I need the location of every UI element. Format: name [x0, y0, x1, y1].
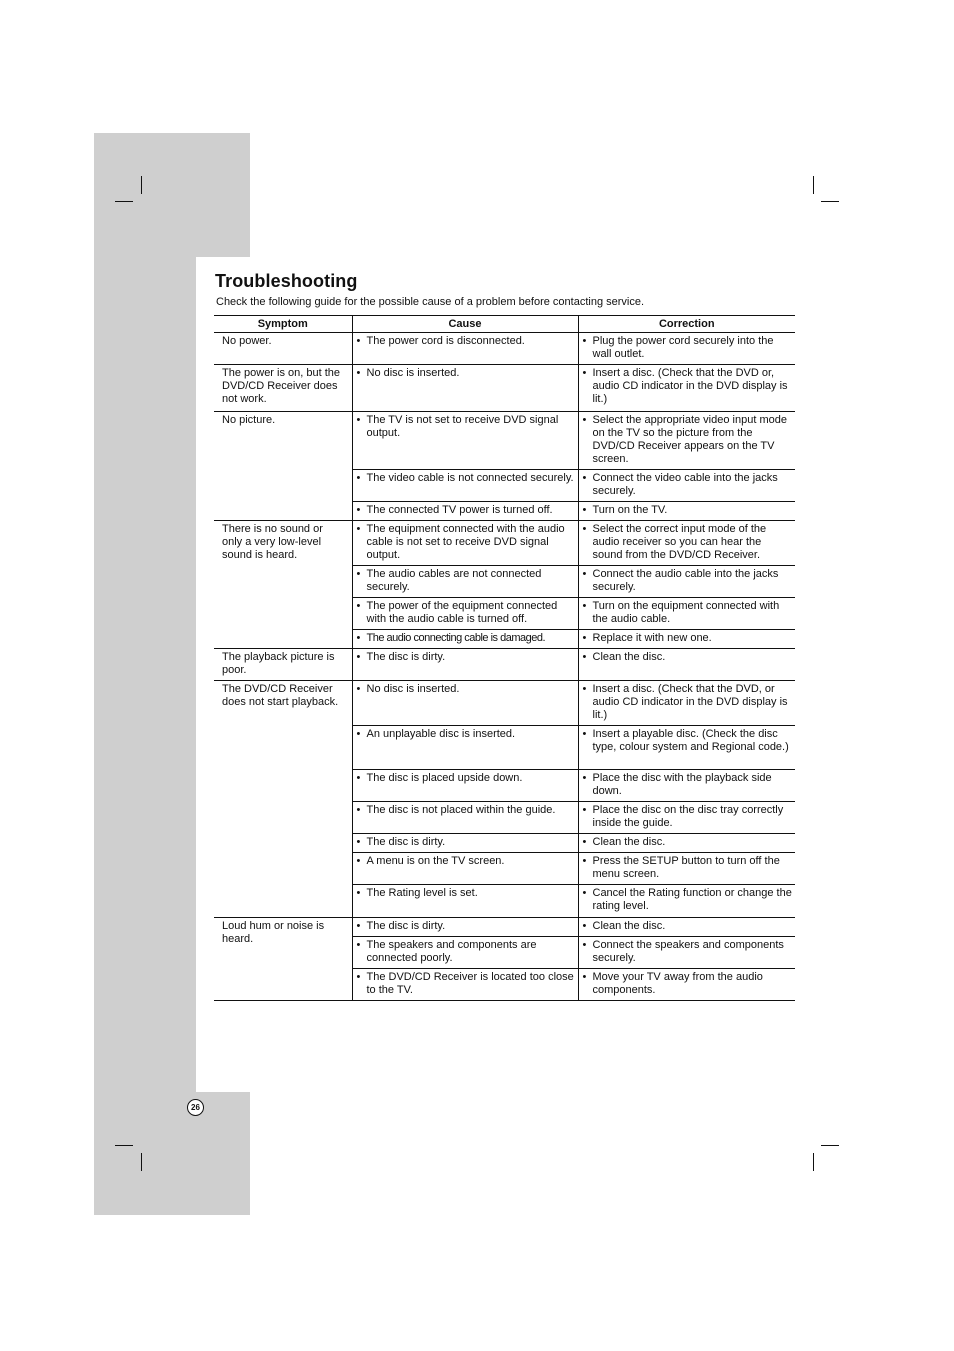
bullet-icon: •	[356, 971, 361, 983]
cause-text: The speakers and components are connected poorly.	[366, 939, 537, 964]
cause-text: No disc is inserted.	[366, 367, 460, 379]
bullet-icon: •	[582, 367, 587, 379]
bullet-icon: •	[356, 632, 361, 644]
bullet-icon: •	[356, 836, 361, 848]
correction-text: Clean the disc.	[592, 651, 666, 663]
correction-cell	[578, 566, 795, 598]
cause-text: The disc is not placed within the guide.	[366, 804, 556, 816]
cause-cell	[352, 412, 578, 470]
correction-cell	[578, 333, 795, 365]
crop-mark	[821, 201, 839, 202]
bullet-icon: •	[582, 887, 587, 899]
table-row	[214, 412, 795, 470]
bullet-icon: •	[356, 804, 361, 816]
bullet-icon: •	[356, 728, 361, 740]
correction-text: Plug the power cord securely into the wall outlet.	[592, 335, 774, 360]
cause-text: The audio cables are not connected securely.	[366, 568, 542, 593]
correction-text: Turn on the equipment connected with the audio cable.	[592, 600, 780, 625]
correction-cell	[578, 598, 795, 630]
bullet-icon: •	[356, 920, 361, 932]
correction-text: Insert a disc. (Check that the DVD, or audio CD indicator in the DVD display is lit.)	[592, 683, 788, 721]
correction-text: Select the appropriate video input mode on the TV so the picture from the DVD/CD Receiver appears on the TV screen.	[592, 414, 787, 465]
cause-text: The power of the equipment connected with the audio cable is turned off.	[366, 600, 558, 625]
cause-cell	[352, 834, 578, 853]
bullet-icon: •	[356, 335, 361, 347]
bullet-icon: •	[356, 600, 361, 612]
cause-cell	[352, 885, 578, 918]
correction-text: Press the SETUP button to turn off the menu screen.	[592, 855, 780, 880]
correction-text: Insert a disc. (Check that the DVD or, audio CD indicator in the DVD display is lit.)	[592, 367, 788, 405]
bullet-icon: •	[582, 632, 587, 644]
crop-mark	[141, 176, 142, 194]
bullet-icon: •	[356, 651, 361, 663]
cause-cell	[352, 470, 578, 502]
bullet-icon: •	[356, 683, 361, 695]
correction-cell	[578, 681, 795, 726]
correction-cell	[578, 649, 795, 681]
header-symptom: Symptom	[214, 316, 352, 333]
correction-text: Clean the disc.	[592, 836, 666, 848]
bullet-icon: •	[356, 887, 361, 899]
cause-text: The DVD/CD Receiver is located too close to the TV.	[366, 971, 574, 996]
cause-cell	[352, 649, 578, 681]
correction-cell	[578, 770, 795, 802]
table-row	[214, 681, 795, 726]
crop-mark	[813, 1153, 814, 1171]
correction-cell	[578, 365, 795, 412]
cause-cell	[352, 502, 578, 521]
bullet-icon: •	[582, 651, 587, 663]
margin-band-bottom	[94, 1092, 250, 1215]
bullet-icon: •	[582, 836, 587, 848]
correction-text: Cancel the Rating function or change the rating level.	[592, 887, 792, 912]
correction-text: Insert a playable disc. (Check the disc type, colour system and Regional code.)	[592, 728, 789, 753]
cause-text: The video cable is not connected securely.	[366, 472, 574, 484]
bullet-icon: •	[582, 855, 587, 867]
intro-text: Check the following guide for the possible cause of a problem before contacting service.	[216, 296, 645, 308]
cause-text: The disc is dirty.	[366, 651, 446, 663]
bullet-icon: •	[582, 728, 587, 740]
cause-cell	[352, 918, 578, 937]
cause-text: A menu is on the TV screen.	[366, 855, 505, 867]
symptom-cell: The playback picture is poor.	[214, 649, 352, 681]
correction-text: Place the disc on the disc tray correctly inside the guide.	[592, 804, 784, 829]
crop-mark	[115, 1145, 133, 1146]
table-row	[214, 365, 795, 412]
table-header-row	[214, 316, 795, 333]
cause-cell	[352, 566, 578, 598]
correction-cell	[578, 521, 795, 566]
symptom-cell: No power.	[214, 333, 352, 365]
table-row	[214, 918, 795, 937]
crop-mark	[821, 1145, 839, 1146]
crop-mark	[141, 1153, 142, 1171]
bullet-icon: •	[356, 367, 361, 379]
cause-cell	[352, 770, 578, 802]
correction-cell	[578, 630, 795, 649]
troubleshooting-table	[214, 315, 795, 1001]
correction-cell	[578, 885, 795, 918]
bullet-icon: •	[356, 472, 361, 484]
bullet-icon: •	[582, 504, 587, 516]
bullet-icon: •	[582, 920, 587, 932]
cause-text: An unplayable disc is inserted.	[366, 728, 516, 740]
correction-text: Clean the disc.	[592, 920, 666, 932]
cause-cell	[352, 630, 578, 649]
cause-cell	[352, 598, 578, 630]
bullet-icon: •	[582, 568, 587, 580]
cause-cell	[352, 937, 578, 969]
cause-text: The disc is dirty.	[366, 920, 446, 932]
correction-text: Move your TV away from the audio components.	[592, 971, 763, 996]
cause-cell	[352, 365, 578, 412]
cause-text: The disc is placed upside down.	[366, 772, 523, 784]
correction-cell	[578, 969, 795, 1001]
cause-text: The equipment connected with the audio cable is not set to receive DVD signal output.	[366, 523, 565, 561]
correction-text: Select the correct input mode of the audio receiver so you can hear the sound from the DVD/CD Receiver.	[592, 523, 767, 561]
cause-text: The power cord is disconnected.	[366, 335, 525, 347]
correction-cell	[578, 937, 795, 969]
correction-text: Turn on the TV.	[592, 504, 668, 516]
bullet-icon: •	[582, 414, 587, 426]
correction-cell	[578, 802, 795, 834]
header-correction: Correction	[578, 316, 795, 333]
bullet-icon: •	[356, 523, 361, 535]
cause-cell	[352, 681, 578, 726]
bullet-icon: •	[582, 772, 587, 784]
margin-band-side	[94, 257, 196, 1215]
crop-mark	[115, 201, 133, 202]
correction-cell	[578, 834, 795, 853]
cause-cell	[352, 969, 578, 1001]
bullet-icon: •	[356, 568, 361, 580]
symptom-cell: Loud hum or noise is heard.	[214, 918, 352, 1001]
bullet-icon: •	[582, 523, 587, 535]
correction-cell	[578, 918, 795, 937]
correction-cell	[578, 502, 795, 521]
bullet-icon: •	[356, 414, 361, 426]
correction-text: Connect the audio cable into the jacks securely.	[592, 568, 779, 593]
correction-text: Connect the video cable into the jacks securely.	[592, 472, 778, 497]
correction-cell	[578, 470, 795, 502]
table-row	[214, 333, 795, 365]
header-cause: Cause	[352, 316, 578, 333]
symptom-cell: No picture.	[214, 412, 352, 521]
correction-text: Connect the speakers and components securely.	[592, 939, 784, 964]
cause-cell	[352, 853, 578, 885]
cause-cell	[352, 333, 578, 365]
correction-text: Replace it with new one.	[592, 632, 712, 644]
bullet-icon: •	[582, 335, 587, 347]
symptom-cell: The power is on, but the DVD/CD Receiver does not work.	[214, 365, 352, 412]
cause-cell	[352, 521, 578, 566]
correction-cell	[578, 726, 795, 770]
bullet-icon: •	[582, 939, 587, 951]
page-title: Troubleshooting	[215, 271, 358, 291]
bullet-icon: •	[582, 472, 587, 484]
cause-text: The audio connecting cable is damaged.	[366, 632, 546, 644]
cause-cell	[352, 726, 578, 770]
cause-text: No disc is inserted.	[366, 683, 460, 695]
correction-cell	[578, 853, 795, 885]
correction-text: Place the disc with the playback side down.	[592, 772, 772, 797]
bullet-icon: •	[356, 855, 361, 867]
cause-text: The TV is not set to receive DVD signal output.	[366, 414, 559, 439]
table-row	[214, 649, 795, 681]
cause-cell	[352, 802, 578, 834]
table-row	[214, 521, 795, 566]
symptom-cell: The DVD/CD Receiver does not start playback.	[214, 681, 352, 918]
bullet-icon: •	[582, 600, 587, 612]
bullet-icon: •	[582, 683, 587, 695]
bullet-icon: •	[582, 971, 587, 983]
crop-mark	[813, 176, 814, 194]
correction-cell	[578, 412, 795, 470]
bullet-icon: •	[356, 939, 361, 951]
bullet-icon: •	[356, 772, 361, 784]
bullet-icon: •	[582, 804, 587, 816]
symptom-cell: There is no sound or only a very low-level sound is heard.	[214, 521, 352, 649]
cause-text: The connected TV power is turned off.	[366, 504, 553, 516]
page-number: 26	[187, 1099, 204, 1116]
margin-band-top	[94, 133, 250, 257]
cause-text: The Rating level is set.	[366, 887, 478, 899]
bullet-icon: •	[356, 504, 361, 516]
cause-text: The disc is dirty.	[366, 836, 446, 848]
